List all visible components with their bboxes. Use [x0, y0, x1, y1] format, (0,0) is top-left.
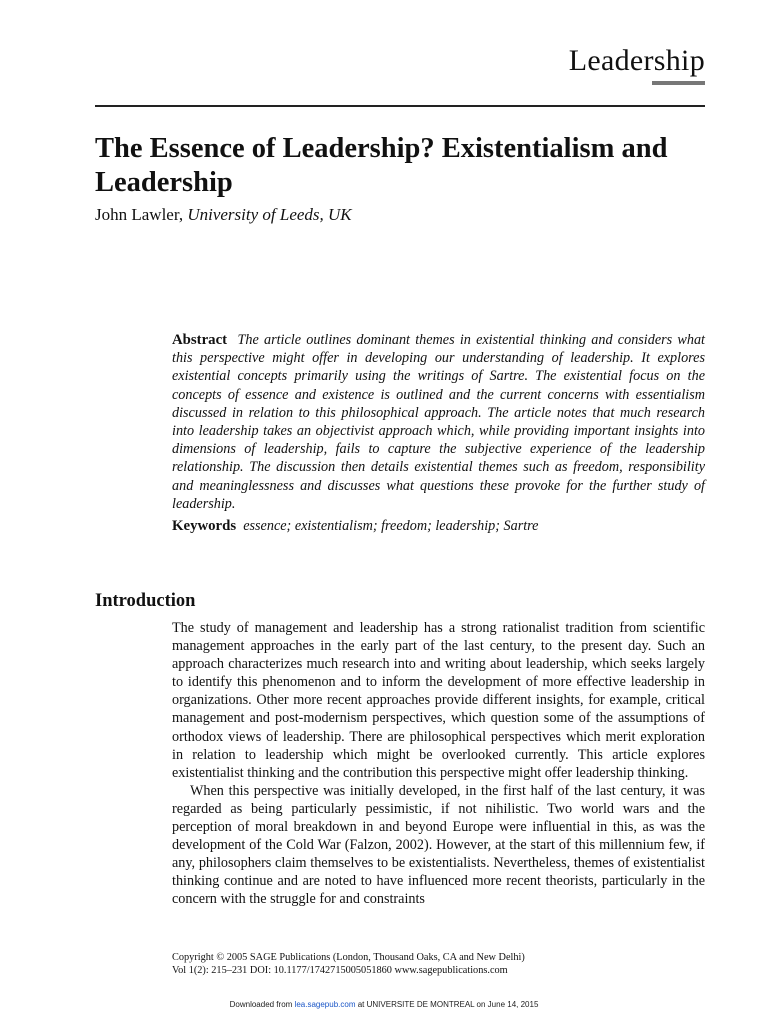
citation-line: Vol 1(2): 215–231 DOI: 10.1177/1742715005051860 www.sagepublications.com — [172, 964, 508, 976]
abstract — [172, 331, 705, 513]
keywords — [172, 517, 705, 535]
copyright-block — [172, 952, 525, 977]
abstract-label: Abstract — [172, 332, 228, 348]
download-notice — [0, 1000, 768, 1009]
author-line — [95, 205, 352, 225]
keywords-label: Keywords — [172, 518, 237, 534]
introduction-body — [172, 619, 705, 909]
author-name: John Lawler, — [95, 205, 184, 224]
paragraph: When this perspective was initially developed, in the first half of the last century, it was regarded as being particularly pessimistic, if not nihilistic. Two world wars and the perception of moral breakdown in and beyond Europe were influential in this, as was the development of the Cold War (Falzon, 2002). However, at the start of this millennium few, if any, philosophers claim themselves to be existentialists. Nevertheless, themes of existentialist thinking continue and are noted to have influenced more recent theorists, particularly in the concern with the struggle for and constraints — [172, 782, 705, 908]
article-title: The Essence of Leadership? Existentialism and Leadership — [95, 133, 668, 198]
copyright-line: Copyright © 2005 SAGE Publications (London, Thousand Oaks, CA and New Delhi) — [172, 952, 525, 963]
download-prefix: Downloaded from — [229, 1000, 293, 1009]
header-rule — [95, 105, 705, 107]
keywords-text: essence; existentialism; freedom; leadership; Sartre — [243, 518, 539, 534]
section-heading-introduction: Introduction — [95, 591, 196, 611]
author-affiliation: University of Leeds, UK — [187, 205, 352, 224]
journal-name: Leadership — [568, 44, 705, 77]
paragraph: The study of management and leadership has a strong rationalist tradition from scientific management approaches in the early part of the last century, to the present day. Such an approach characterizes much research into and writing about leadership, which seeks largely to identify this phenomenon and to inform the development of more effective leadership in organizations. Other more recent approaches provide different insights, for example, critical management and post-modernism perspectives, which question some of the assumptions of orthodox views of leadership. There are philosophical perspectives which merit exploration in relation to leadership which might be overlooked currently. This article explores existentialist thinking and the contribution this perspective might offer leadership thinking. — [172, 620, 705, 781]
download-link[interactable]: lea.sagepub.com — [294, 1000, 356, 1009]
abstract-text: The article outlines dominant themes in existential thinking and considers what this perspective might offer in developing our understanding of leadership. It explores existential concepts primarily using the writings of Sartre. The existential focus on the concepts of essence and existence is outlined and the current concerns with essentialism discussed in relation to this philosophical approach. The article notes that much research into leadership takes an objectivist approach which, while providing important insights into dimensions of leadership, fails to capture the subjective experience of the leadership relationship. The discussion then details existential themes such as freedom, responsibility and meaninglessness and discusses what questions these provoke for the further study of leadership. — [172, 332, 705, 512]
download-suffix: at UNIVERSITE DE MONTREAL on June 14, 2015 — [357, 1000, 539, 1009]
journal-name-underline — [652, 81, 705, 85]
